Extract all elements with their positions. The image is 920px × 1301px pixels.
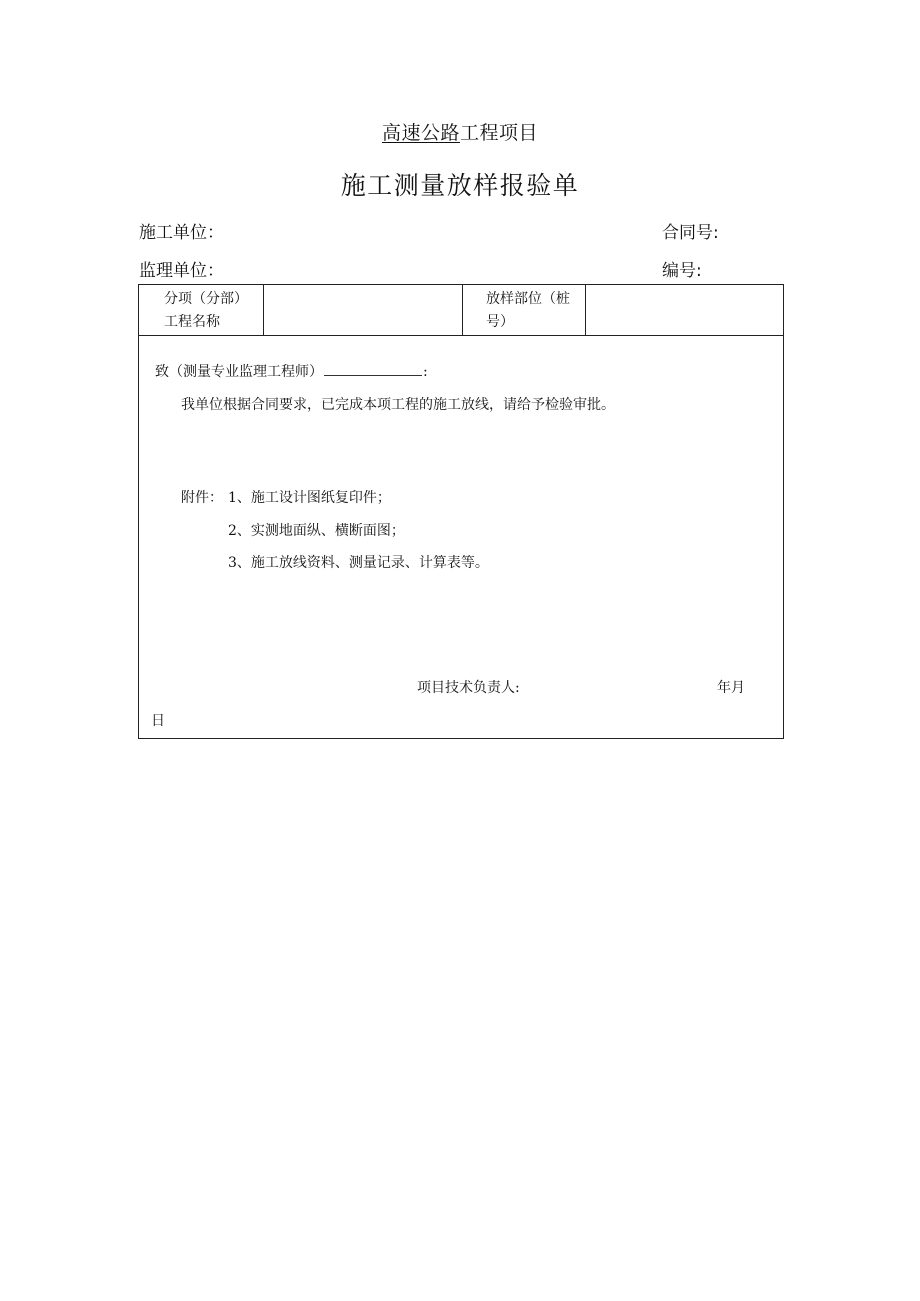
contractor-label: 施工单位： — [139, 223, 224, 243]
project-title-rest: 工程项目 — [460, 122, 539, 144]
serial-number-label: 编号: — [662, 261, 702, 281]
sub-item-label — [164, 288, 248, 334]
table-divider — [263, 285, 264, 335]
signatory-label: 项目技术负责人: — [417, 680, 520, 696]
attachments-label: 附件： — [181, 490, 223, 506]
project-title — [0, 118, 920, 145]
setout-location-label-line1: 放样部位（桩 — [486, 291, 570, 307]
attachment-item: 2、实测地面纵、横断面图； — [228, 523, 405, 539]
attachment-item: 3、施工放线资料、测量记录、计算表等。 — [228, 555, 489, 571]
sub-item-label-line1: 分项（分部） — [164, 291, 248, 307]
date-year-month: 年月 — [717, 680, 745, 696]
setout-location-label-line2: 号） — [486, 314, 514, 330]
table-divider — [585, 285, 586, 335]
table-divider — [139, 335, 783, 336]
form-table — [138, 284, 784, 739]
form-title: 施工测量放样报验单 — [340, 171, 580, 200]
project-name-underlined: 高速公路 — [381, 122, 460, 144]
table-divider — [462, 285, 463, 335]
contract-number-label: 合同号: — [662, 223, 719, 243]
addressee-suffix: : — [423, 364, 428, 380]
supervisor-label: 监理单位： — [139, 261, 224, 281]
addressee-prefix: 致（测量专业监理工程师） — [155, 364, 323, 380]
request-text: 我单位根据合同要求，已完成本项工程的施工放线，请给予检验审批。 — [181, 397, 615, 413]
sub-item-label-line2: 工程名称 — [164, 314, 220, 330]
date-day: 日 — [151, 713, 165, 729]
addressee-line — [155, 361, 428, 381]
supervising-engineer-blank[interactable] — [324, 363, 422, 376]
setout-location-label — [486, 288, 570, 334]
attachment-item: 1、施工设计图纸复印件； — [228, 490, 391, 506]
